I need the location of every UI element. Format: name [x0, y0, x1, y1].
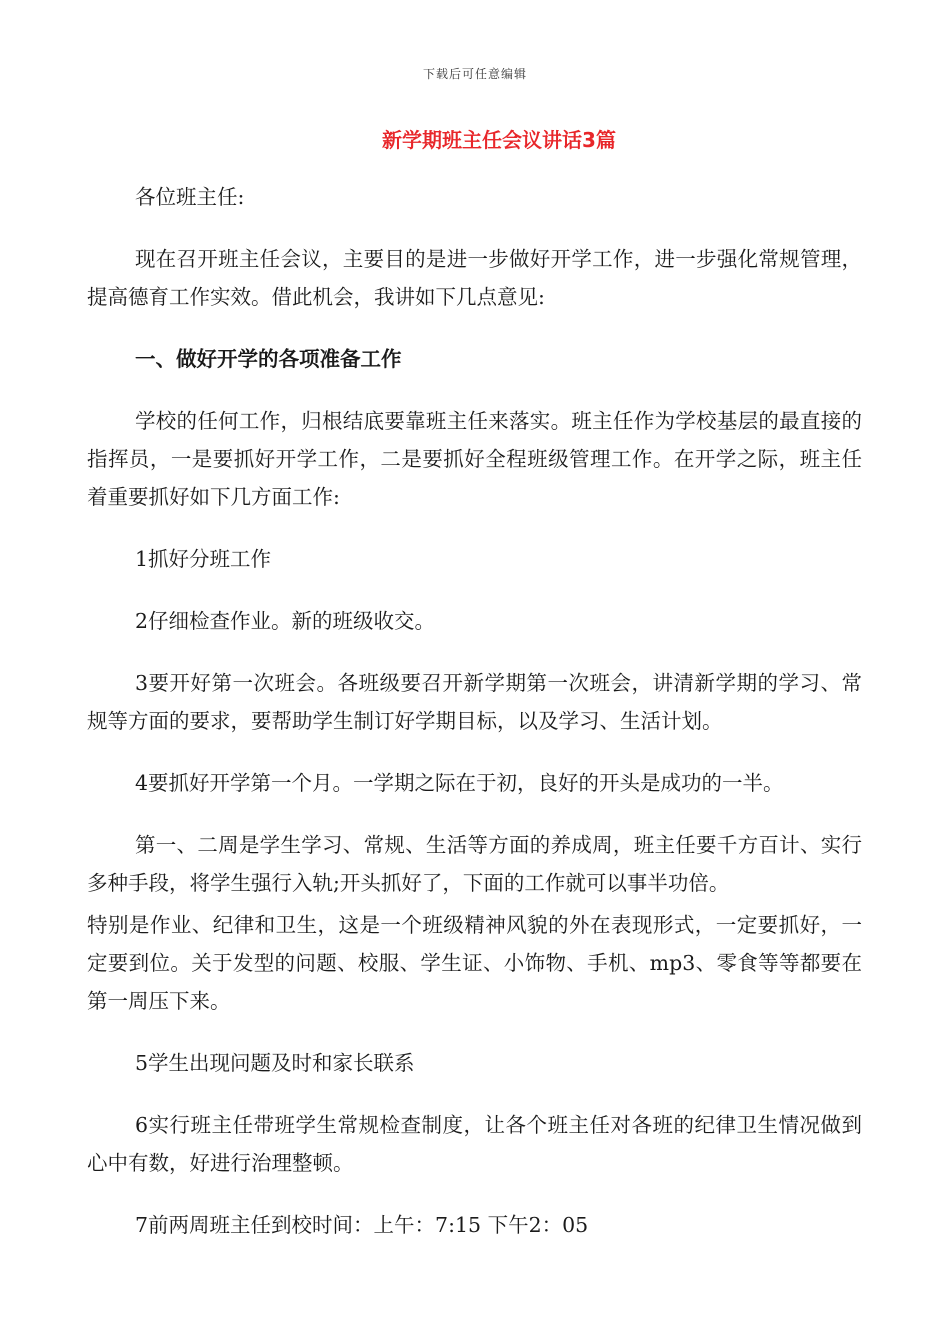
- document-body: [87, 178, 862, 1268]
- header-note: 下载后可任意编辑: [422, 67, 527, 81]
- section-heading: 一、做好开学的各项准备工作: [135, 347, 402, 371]
- body-paragraph: 学校的任何工作，归根结底要靠班主任来落实。班主任作为学校基层的最直接的指挥员，一是要抓好开学工作，二是要抓好全程班级管理工作。在开学之际，班主任着重要抓好如下几方面工作:: [87, 409, 862, 509]
- list-item: 3要开好第一次班会。各班级要召开新学期第一次班会，讲清新学期的学习、常规等方面的要求，要帮助学生制订好学期目标，以及学习、生活计划。: [87, 671, 862, 733]
- intro-paragraph: 现在召开班主任会议，主要目的是进一步做好开学工作，进一步强化常规管理，提高德育工作实效。借此机会，我讲如下几点意见:: [87, 247, 862, 309]
- list-item: 5学生出现问题及时和家长联系: [135, 1051, 415, 1075]
- document-title: 新学期班主任会议讲话3篇: [382, 128, 616, 152]
- list-item: 2仔细检查作业。新的班级收交。: [135, 609, 436, 633]
- list-item: 6实行班主任带班学生常规检查制度，让各个班主任对各班的纪律卫生情况做到心中有数，好进行治理整顿。: [87, 1113, 862, 1175]
- body-paragraph: 第一、二周是学生学习、常规、生活等方面的养成周，班主任要千方百计、实行多种手段，将学生强行入轨;开头抓好了，下面的工作就可以事半功倍。: [87, 833, 862, 895]
- list-item: 4要抓好开学第一个月。一学期之际在于初，良好的开头是成功的一半。: [135, 771, 784, 795]
- list-item: 1抓好分班工作: [135, 547, 272, 571]
- salutation: 各位班主任:: [135, 185, 245, 209]
- body-paragraph: 特别是作业、纪律和卫生，这是一个班级精神风貌的外在表现形式，一定要抓好，一定要到位。关于发型的问题、校服、学生证、小饰物、手机、mp3、零食等等都要在第一周压下来。: [87, 913, 862, 1013]
- list-item: 7前两周班主任到校时间：上午：7:15 下午2：05: [135, 1213, 589, 1237]
